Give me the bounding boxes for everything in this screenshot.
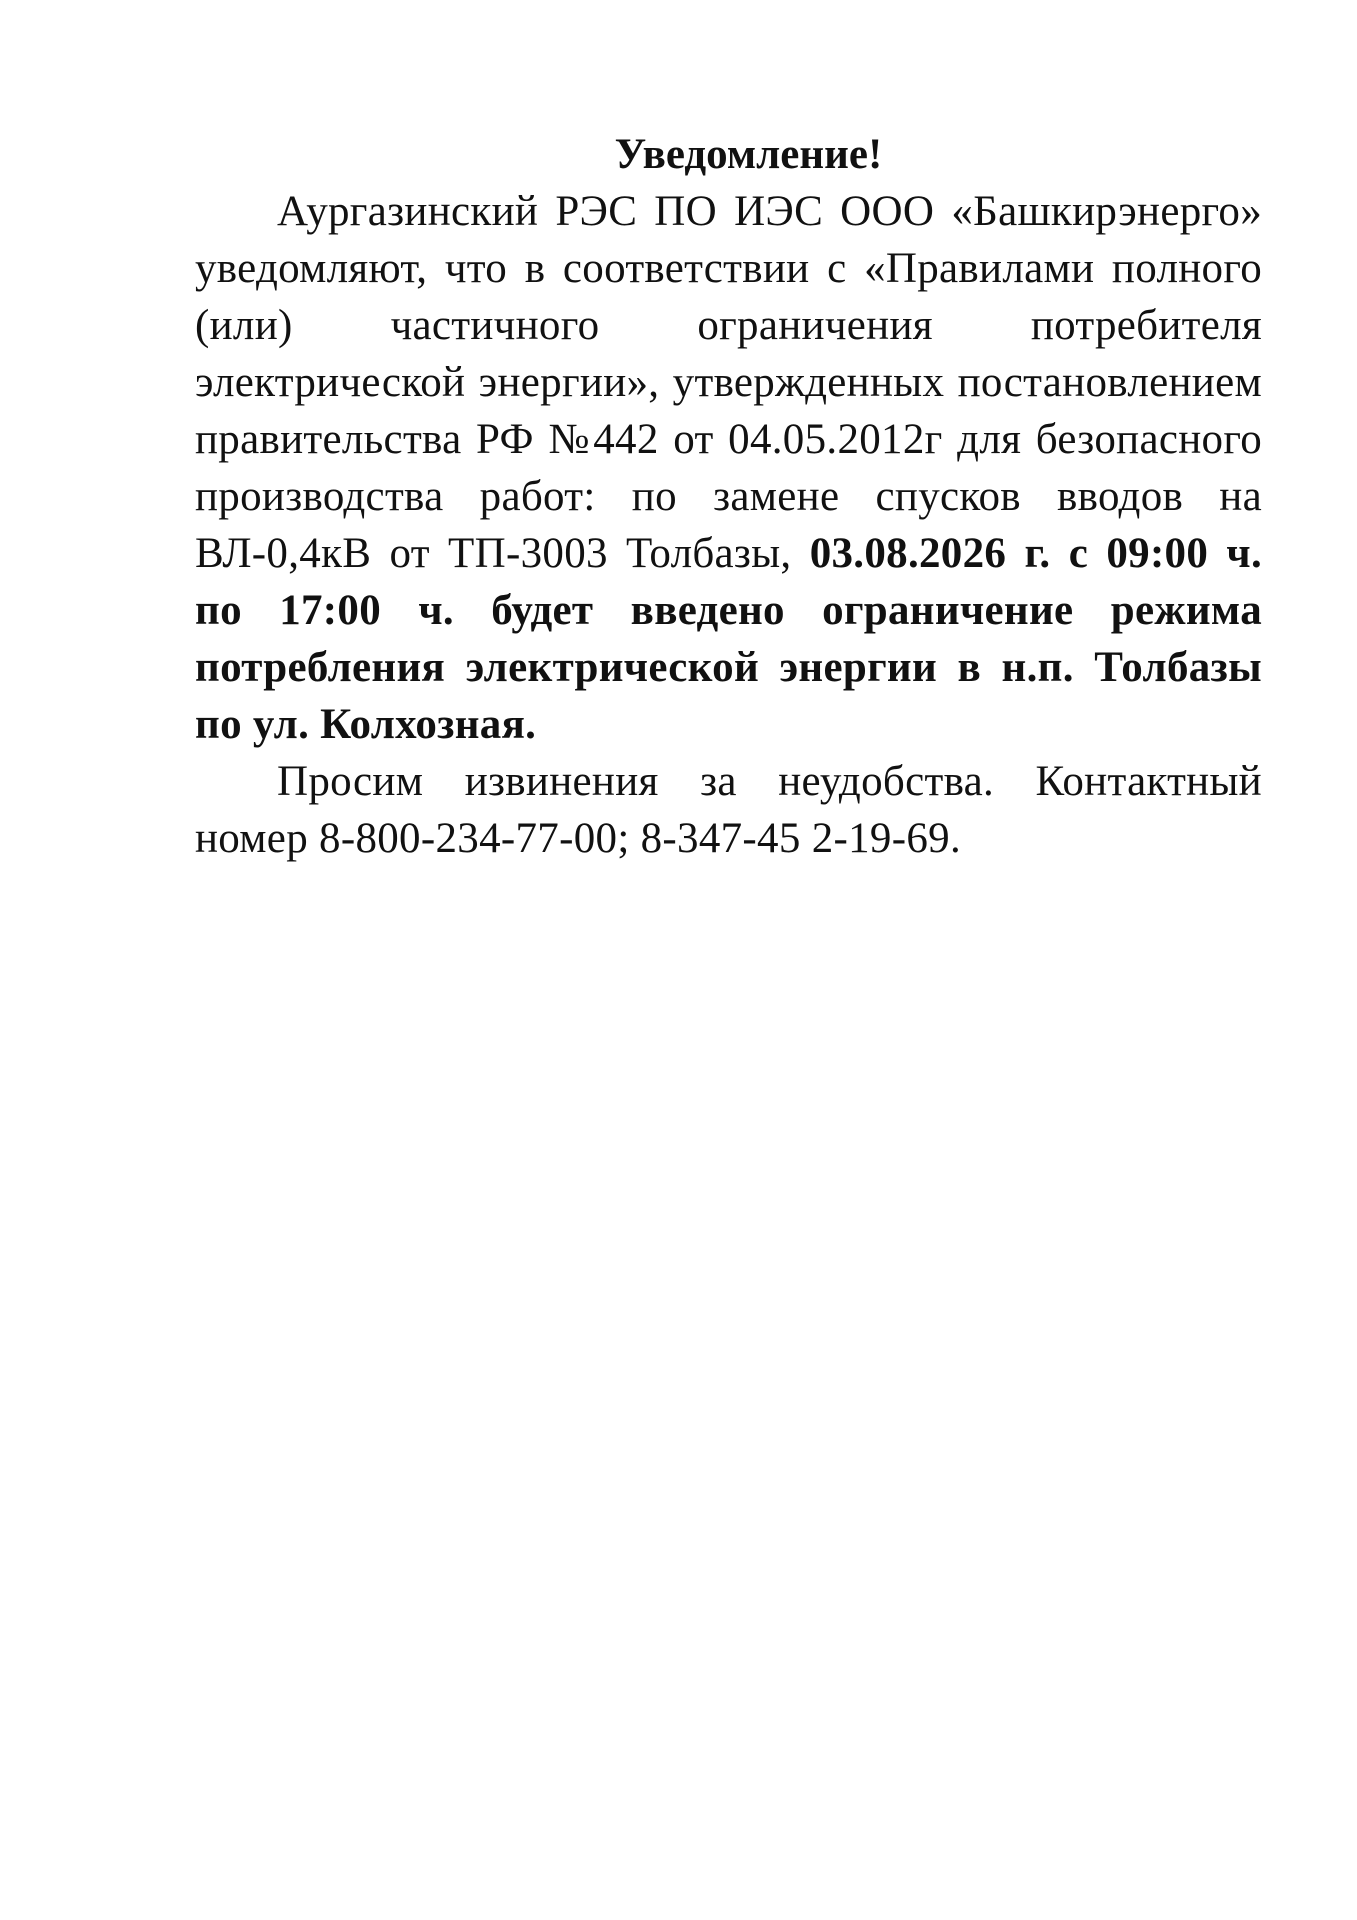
notice-body bbox=[195, 126, 1262, 867]
notice-title: Уведомление! bbox=[614, 131, 883, 178]
notice-restriction-details: 03.08.2026 г. с 09:00 ч. по 17:00 ч. будет введено ограничение режима потребления электрической энергии в н.п. Толбазы по ул. Колхозная. bbox=[195, 530, 1262, 748]
notice-paragraph-main bbox=[195, 183, 1262, 753]
notice-paragraph-contact: Просим извинения за неудобства. Контактный номер 8-800-234-77-00; 8-347-45 2-19-69. bbox=[195, 758, 1262, 862]
notice-intro-text: Аургазинский РЭС ПО ИЭС ООО «Башкирэнерго» уведомляют, что в соответствии с «Правилами полного (или) частичного ограничения потребителя электрической энергии», утвержденных постановлением правительства РФ №442 от 04.05.2012г для безопасного производства работ: по замене спусков вводов на ВЛ-0,4кВ от ТП-3003 Толбазы, bbox=[195, 188, 1262, 577]
